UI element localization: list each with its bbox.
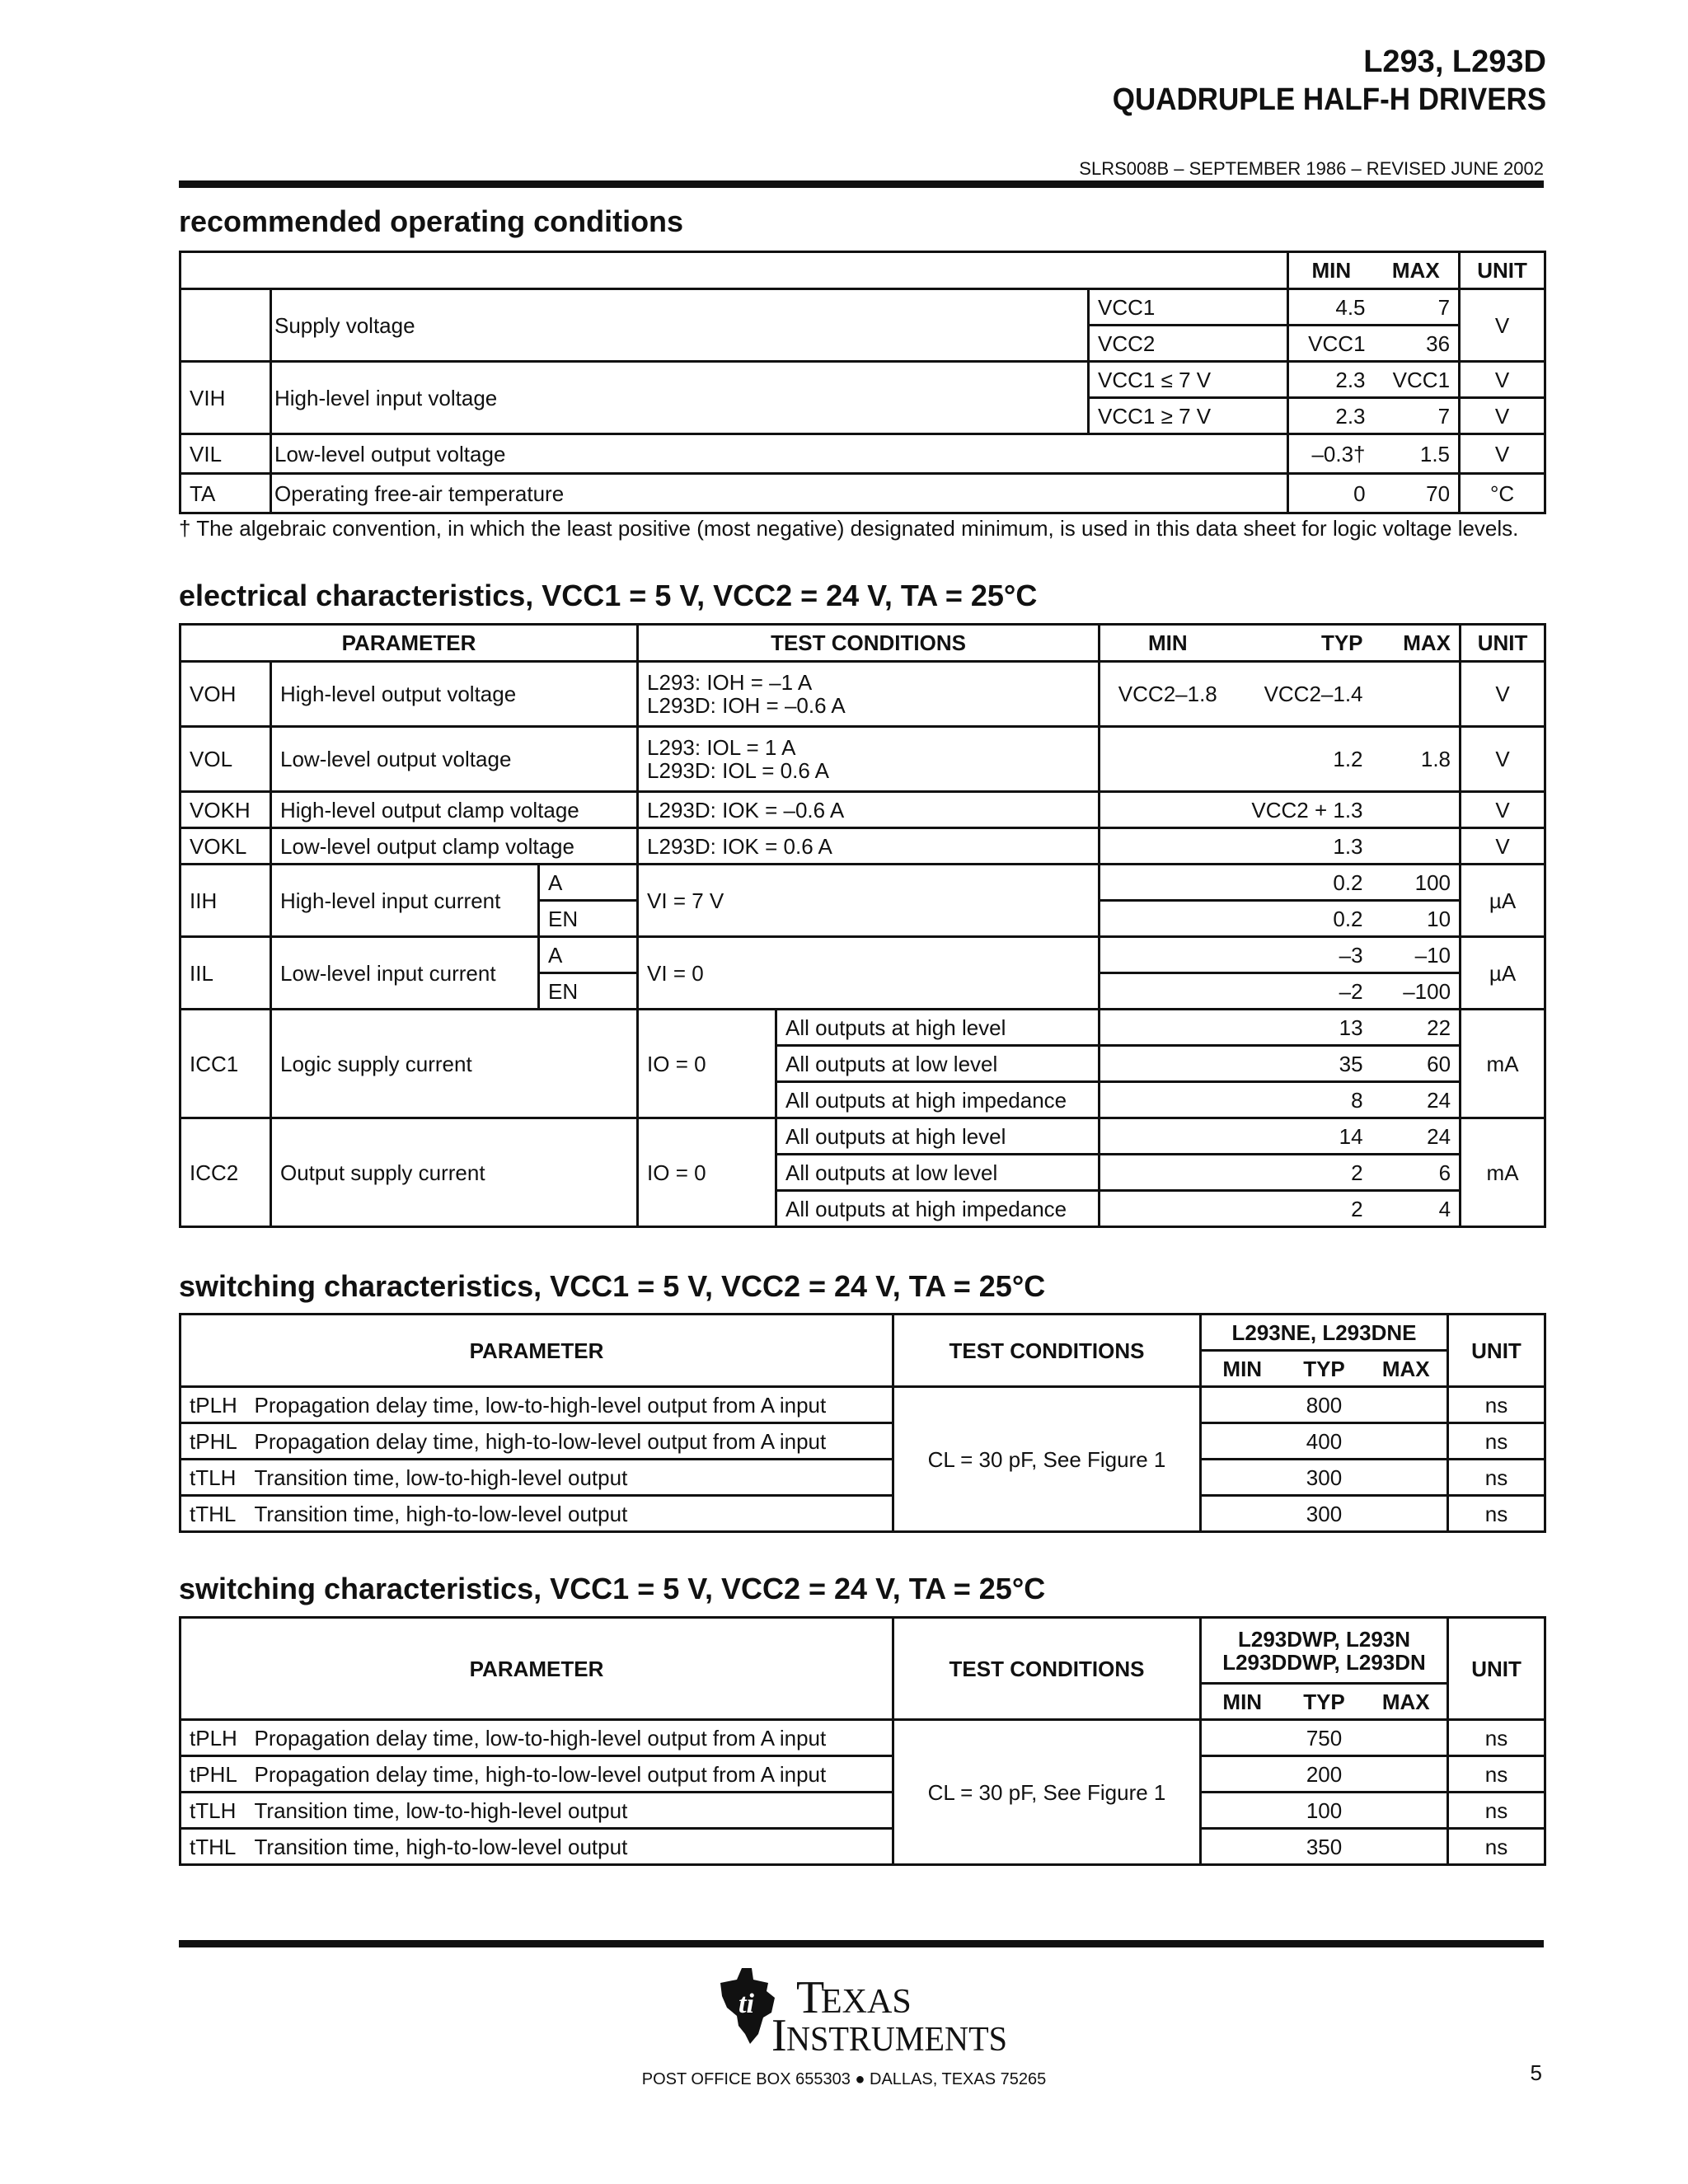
roc-footnote: † The algebraic convention, in which the least positive (most negative) designated minimum, is used in this data sheet for logic voltage levels. bbox=[179, 516, 1519, 541]
ec-icc1-r2-typ: 35 bbox=[1100, 1046, 1372, 1082]
ec-iih-unit: µA bbox=[1461, 865, 1545, 937]
ec-vol-typ: 1.2 bbox=[1236, 727, 1372, 792]
ec-icc1-unit: mA bbox=[1461, 1010, 1545, 1118]
roc-vil-max: 1.5 bbox=[1374, 434, 1460, 474]
ec-iil-unit: µA bbox=[1461, 937, 1545, 1010]
ec-iih-en: EN bbox=[539, 901, 638, 937]
sw1-h-max: MAX bbox=[1366, 1351, 1448, 1387]
ec-icc1-r2: All outputs at low level bbox=[776, 1046, 1100, 1082]
roc-ta-unit: °C bbox=[1460, 474, 1545, 513]
document-title: QUADRUPLE HALF-H DRIVERS bbox=[1112, 82, 1546, 117]
ec-vokl-max bbox=[1372, 828, 1461, 865]
svg-text:T: T bbox=[796, 1972, 825, 2023]
ec-icc2-r1-typ: 14 bbox=[1100, 1118, 1372, 1155]
roc-ta-max: 70 bbox=[1374, 474, 1460, 513]
ec-iil-a-typ: –3 bbox=[1100, 937, 1372, 973]
ec-vokl-sym: VOKL bbox=[181, 828, 271, 865]
ec-h-unit: UNIT bbox=[1461, 625, 1545, 662]
sw1-row-label: Transition time, low-to-high-level output bbox=[255, 1460, 893, 1496]
ec-voh-unit: V bbox=[1461, 662, 1545, 727]
ec-vokl-label: Low-level output clamp voltage bbox=[271, 828, 638, 865]
sw1-cond: CL = 30 pF, See Figure 1 bbox=[893, 1387, 1201, 1532]
roc-vih-c2-max: 7 bbox=[1374, 398, 1460, 434]
ec-icc2-r3: All outputs at high impedance bbox=[776, 1191, 1100, 1227]
sw1-h-typ: TYP bbox=[1283, 1351, 1366, 1387]
document-id: SLRS008B – SEPTEMBER 1986 – REVISED JUNE 2002 bbox=[1079, 158, 1544, 179]
roc-vih-sym: VIH bbox=[181, 362, 271, 434]
sw2-row-typ: 350 bbox=[1201, 1829, 1448, 1865]
ec-icc2-r2-max: 6 bbox=[1372, 1155, 1461, 1191]
sw2-h-unit: UNIT bbox=[1448, 1618, 1545, 1720]
roc-vih-c1-min: 2.3 bbox=[1288, 362, 1374, 398]
roc-vil-min: –0.3† bbox=[1288, 434, 1374, 474]
roc-supply-sym bbox=[181, 289, 271, 362]
roc-vil-unit: V bbox=[1460, 434, 1545, 474]
ec-icc2-unit: mA bbox=[1461, 1118, 1545, 1227]
sw1-title: switching characteristics, VCC1 = 5 V, VCC2 = 24 V, TA = 25°C bbox=[179, 1269, 1046, 1303]
roc-vcc1-max: 7 bbox=[1374, 289, 1460, 326]
ec-icc1-label: Logic supply current bbox=[271, 1010, 638, 1118]
sw2-cond: CL = 30 pF, See Figure 1 bbox=[893, 1720, 1201, 1865]
ec-icc2-r2-typ: 2 bbox=[1100, 1155, 1372, 1191]
sw2-row-label: Propagation delay time, high-to-low-level output from A input bbox=[255, 1756, 893, 1793]
roc-vcc2-max: 36 bbox=[1374, 326, 1460, 362]
ec-vol-unit: V bbox=[1461, 727, 1545, 792]
sw2-row-label: Transition time, low-to-high-level output bbox=[255, 1793, 893, 1829]
ec-iih-sym: IIH bbox=[181, 865, 271, 937]
sw1-row-label: Propagation delay time, low-to-high-level output from A input bbox=[255, 1387, 893, 1423]
sw1-h-param: PARAMETER bbox=[181, 1315, 893, 1387]
ec-vol-max: 1.8 bbox=[1372, 727, 1461, 792]
roc-vih-cond1: VCC1 ≤ 7 V bbox=[1089, 362, 1288, 398]
ec-vol-cond2: L293D: IOL = 0.6 A bbox=[647, 758, 829, 783]
roc-vil-label: Low-level output voltage bbox=[271, 434, 1288, 474]
sw1-row-sym: tTHL bbox=[181, 1496, 255, 1532]
ec-vol-sym: VOL bbox=[181, 727, 271, 792]
texas-instruments-logo bbox=[717, 1965, 1014, 2064]
roc-col-min: MIN bbox=[1288, 252, 1374, 289]
sw1-table bbox=[179, 1313, 1546, 1533]
ec-iil-a: A bbox=[539, 937, 638, 973]
sw2-row-typ: 100 bbox=[1201, 1793, 1448, 1829]
roc-vih-cond2: VCC1 ≥ 7 V bbox=[1089, 398, 1288, 434]
sw1-row-typ: 300 bbox=[1201, 1496, 1448, 1532]
sw2-row-unit: ns bbox=[1448, 1793, 1545, 1829]
ec-icc2-r3-max: 4 bbox=[1372, 1191, 1461, 1227]
ec-iih-cond: VI = 7 V bbox=[638, 865, 1100, 937]
sw2-row-sym: tPLH bbox=[181, 1720, 255, 1756]
sw1-row-sym: tPHL bbox=[181, 1423, 255, 1460]
ec-iih-a: A bbox=[539, 865, 638, 901]
sw2-row-sym: tPHL bbox=[181, 1756, 255, 1793]
ec-voh-cond bbox=[638, 662, 1100, 727]
top-rule bbox=[179, 180, 1544, 188]
roc-vcc2-min: VCC1 bbox=[1288, 326, 1374, 362]
sw2-row-label: Propagation delay time, low-to-high-level output from A input bbox=[255, 1720, 893, 1756]
sw1-h-test: TEST CONDITIONS bbox=[893, 1315, 1201, 1387]
ec-voh-typ: VCC2–1.4 bbox=[1236, 662, 1372, 727]
sw2-row-sym: tTLH bbox=[181, 1793, 255, 1829]
sw2-row-unit: ns bbox=[1448, 1720, 1545, 1756]
sw2-row-unit: ns bbox=[1448, 1756, 1545, 1793]
ec-vol-min bbox=[1100, 727, 1236, 792]
ec-iil-a-max: –10 bbox=[1372, 937, 1461, 973]
roc-title: recommended operating conditions bbox=[179, 204, 684, 238]
ec-vol-cond bbox=[638, 727, 1100, 792]
bottom-rule bbox=[179, 1940, 1544, 1947]
ec-iih-en-typ: 0.2 bbox=[1100, 901, 1372, 937]
roc-vcc2-sym: VCC2 bbox=[1089, 326, 1288, 362]
sw2-h-typ: TYP bbox=[1283, 1684, 1366, 1720]
ec-vol-label: Low-level output voltage bbox=[271, 727, 638, 792]
sw1-row-label: Transition time, high-to-low-level output bbox=[255, 1496, 893, 1532]
ec-icc1-r1: All outputs at high level bbox=[776, 1010, 1100, 1046]
ec-vokl-unit: V bbox=[1461, 828, 1545, 865]
sw1-row-unit: ns bbox=[1448, 1423, 1545, 1460]
ec-vokh-cond: L293D: IOK = –0.6 A bbox=[638, 792, 1100, 828]
ec-h-typ: TYP bbox=[1236, 625, 1372, 662]
sw1-row-sym: tTLH bbox=[181, 1460, 255, 1496]
ec-icc2-label: Output supply current bbox=[271, 1118, 638, 1227]
sw1-row-label: Propagation delay time, high-to-low-level output from A input bbox=[255, 1423, 893, 1460]
sw1-row-unit: ns bbox=[1448, 1496, 1545, 1532]
sw2-row-unit: ns bbox=[1448, 1829, 1545, 1865]
sw2-row-label: Transition time, high-to-low-level output bbox=[255, 1829, 893, 1865]
roc-vcc1-min: 4.5 bbox=[1288, 289, 1374, 326]
svg-text:EXAS: EXAS bbox=[821, 1983, 912, 2021]
sw2-row-typ: 200 bbox=[1201, 1756, 1448, 1793]
ec-icc1-r3: All outputs at high impedance bbox=[776, 1082, 1100, 1118]
ec-vokh-typ: VCC2 + 1.3 bbox=[1100, 792, 1372, 828]
ec-icc2-cond: IO = 0 bbox=[638, 1118, 776, 1227]
sw1-row-typ: 300 bbox=[1201, 1460, 1448, 1496]
sw2-h-min: MIN bbox=[1201, 1684, 1283, 1720]
roc-header-blank bbox=[181, 252, 1288, 289]
sw2-title: switching characteristics, VCC1 = 5 V, VCC2 = 24 V, TA = 25°C bbox=[179, 1572, 1046, 1605]
roc-ta-sym: TA bbox=[181, 474, 271, 513]
sw2-h-parts2: L293DDWP, L293DN bbox=[1222, 1649, 1426, 1675]
postal-address: POST OFFICE BOX 655303 ● DALLAS, TEXAS 75265 bbox=[641, 2070, 1047, 2088]
roc-vih-label: High-level input voltage bbox=[271, 362, 1089, 434]
roc-vcc1-sym: VCC1 bbox=[1089, 289, 1288, 326]
sw1-row-unit: ns bbox=[1448, 1460, 1545, 1496]
svg-text:NSTRUMENTS: NSTRUMENTS bbox=[786, 2021, 1007, 2059]
ec-icc2-r2: All outputs at low level bbox=[776, 1155, 1100, 1191]
roc-vih-c2-unit: V bbox=[1460, 398, 1545, 434]
page-number: 5 bbox=[1530, 2060, 1542, 2085]
ec-icc1-r2-max: 60 bbox=[1372, 1046, 1461, 1082]
sw2-row-typ: 750 bbox=[1201, 1720, 1448, 1756]
sw1-h-unit: UNIT bbox=[1448, 1315, 1545, 1387]
ec-icc2-r3-typ: 2 bbox=[1100, 1191, 1372, 1227]
ec-voh-sym: VOH bbox=[181, 662, 271, 727]
ec-icc1-r3-max: 24 bbox=[1372, 1082, 1461, 1118]
ec-voh-min: VCC2–1.8 bbox=[1100, 662, 1236, 727]
ec-icc2-r1-max: 24 bbox=[1372, 1118, 1461, 1155]
ec-vol-cond1: L293: IOL = 1 A bbox=[647, 735, 796, 760]
ec-icc1-sym: ICC1 bbox=[181, 1010, 271, 1118]
svg-text:I: I bbox=[771, 2010, 787, 2061]
roc-vih-c1-max: VCC1 bbox=[1374, 362, 1460, 398]
ec-icc2-sym: ICC2 bbox=[181, 1118, 271, 1227]
ec-icc1-r3-typ: 8 bbox=[1100, 1082, 1372, 1118]
ec-icc2-r1: All outputs at high level bbox=[776, 1118, 1100, 1155]
roc-col-max: MAX bbox=[1374, 252, 1460, 289]
sw1-row-unit: ns bbox=[1448, 1387, 1545, 1423]
roc-supply-label: Supply voltage bbox=[271, 289, 1089, 362]
ec-iil-label: Low-level input current bbox=[271, 937, 539, 1010]
ec-icc1-r1-max: 22 bbox=[1372, 1010, 1461, 1046]
ec-h-min: MIN bbox=[1100, 625, 1236, 662]
sw1-h-min: MIN bbox=[1201, 1351, 1283, 1387]
sw2-table bbox=[179, 1616, 1546, 1866]
ec-iil-en-max: –100 bbox=[1372, 973, 1461, 1010]
ec-icc1-cond: IO = 0 bbox=[638, 1010, 776, 1118]
part-numbers: L293, L293D bbox=[1363, 45, 1546, 79]
ec-iil-cond: VI = 0 bbox=[638, 937, 1100, 1010]
roc-ta-min: 0 bbox=[1288, 474, 1374, 513]
ec-h-test: TEST CONDITIONS bbox=[638, 625, 1100, 662]
ec-h-max: MAX bbox=[1372, 625, 1461, 662]
ec-h-param: PARAMETER bbox=[181, 625, 638, 662]
ec-vokh-unit: V bbox=[1461, 792, 1545, 828]
sw2-h-max: MAX bbox=[1366, 1684, 1448, 1720]
ec-iih-en-max: 10 bbox=[1372, 901, 1461, 937]
ec-iil-en-typ: –2 bbox=[1100, 973, 1372, 1010]
roc-vil-sym: VIL bbox=[181, 434, 271, 474]
ec-iih-a-max: 100 bbox=[1372, 865, 1461, 901]
ec-vokl-typ: 1.3 bbox=[1100, 828, 1372, 865]
ec-voh-cond1: L293: IOH = –1 A bbox=[647, 670, 813, 695]
ec-vokl-cond: L293D: IOK = 0.6 A bbox=[638, 828, 1100, 865]
ec-icc1-r1-typ: 13 bbox=[1100, 1010, 1372, 1046]
sw1-row-typ: 400 bbox=[1201, 1423, 1448, 1460]
ec-iil-sym: IIL bbox=[181, 937, 271, 1010]
ec-iil-en: EN bbox=[539, 973, 638, 1010]
roc-supply-unit: V bbox=[1460, 289, 1545, 362]
sw2-h-parts bbox=[1201, 1618, 1448, 1684]
ec-table bbox=[179, 623, 1546, 1228]
roc-table bbox=[179, 251, 1546, 514]
ec-iih-a-typ: 0.2 bbox=[1100, 865, 1372, 901]
ec-voh-max bbox=[1372, 662, 1461, 727]
roc-col-unit: UNIT bbox=[1460, 252, 1545, 289]
roc-ta-label: Operating free-air temperature bbox=[271, 474, 1288, 513]
ec-vokh-label: High-level output clamp voltage bbox=[271, 792, 638, 828]
roc-vih-c2-min: 2.3 bbox=[1288, 398, 1374, 434]
roc-vih-c1-unit: V bbox=[1460, 362, 1545, 398]
sw2-row-sym: tTHL bbox=[181, 1829, 255, 1865]
sw2-h-test: TEST CONDITIONS bbox=[893, 1618, 1201, 1720]
ec-voh-label: High-level output voltage bbox=[271, 662, 638, 727]
ti-state-icon bbox=[717, 1965, 1014, 2064]
sw2-h-param: PARAMETER bbox=[181, 1618, 893, 1720]
ec-vokh-sym: VOKH bbox=[181, 792, 271, 828]
ec-voh-cond2: L293D: IOH = –0.6 A bbox=[647, 693, 846, 718]
sw1-row-sym: tPLH bbox=[181, 1387, 255, 1423]
sw2-h-parts1: L293DWP, L293N bbox=[1237, 1626, 1411, 1652]
ec-vokh-max bbox=[1372, 792, 1461, 828]
ec-iih-label: High-level input current bbox=[271, 865, 539, 937]
sw1-h-parts: L293NE, L293DNE bbox=[1201, 1315, 1448, 1351]
svg-text:ti: ti bbox=[738, 1989, 754, 2019]
ec-title: electrical characteristics, VCC1 = 5 V, VCC2 = 24 V, TA = 25°C bbox=[179, 579, 1038, 612]
sw1-row-typ: 800 bbox=[1201, 1387, 1448, 1423]
